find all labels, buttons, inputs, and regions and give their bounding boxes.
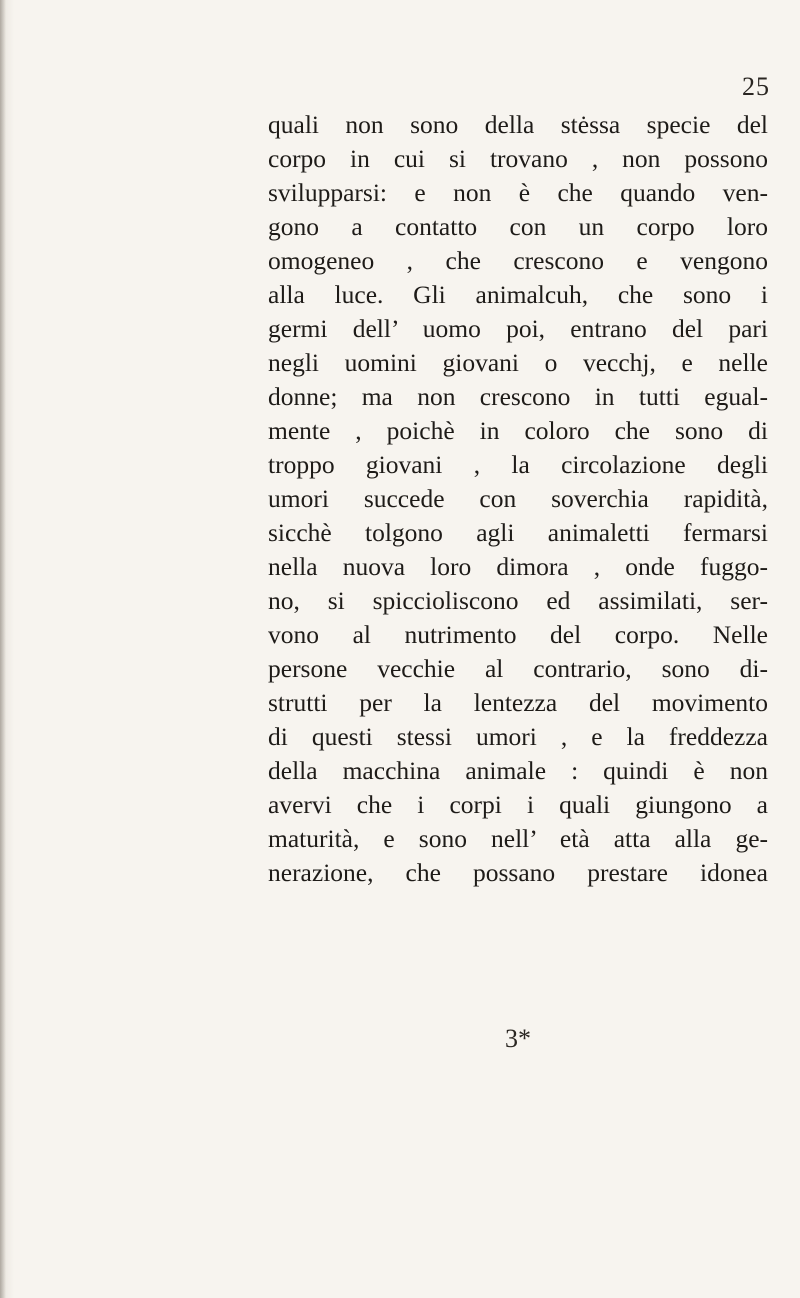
text-line: sicchè tolgono agli animaletti fermarsi — [268, 518, 768, 547]
text-line: nerazione, che possano prestare idonea — [268, 858, 768, 887]
text-line: corpo in cui si trovano , non possono — [268, 144, 768, 173]
text-line: avervi che i corpi i quali giungono a — [268, 790, 768, 819]
text-line: vono al nutrimento del corpo. Nelle — [268, 620, 768, 649]
text-line: troppo giovani , la circolazione degli — [268, 450, 768, 479]
page-number: 25 — [742, 72, 770, 101]
text-line: germi dell’ uomo poi, entrano del pari — [268, 314, 768, 343]
text-line: della macchina animale : quindi è non — [268, 756, 768, 785]
text-line: di questi stessi umori , e la freddezza — [268, 722, 768, 751]
text-line: svilupparsi: e non è che quando ven- — [268, 178, 768, 207]
text-line: nella nuova loro dimora , onde fuggo- — [268, 552, 768, 581]
text-line: gono a contatto con un corpo loro — [268, 212, 768, 241]
body-text — [268, 108, 768, 890]
text-line: persone vecchie al contrario, sono di- — [268, 654, 768, 683]
gutter-shadow — [0, 0, 6, 1298]
text-line: omogeneo , che crescono e vengono — [268, 246, 768, 275]
text-line: donne; ma non crescono in tutti egual- — [268, 382, 768, 411]
text-line: umori succede con soverchia rapidità, — [268, 484, 768, 513]
text-line: negli uomini giovani o vecchj, e nelle — [268, 348, 768, 377]
text-line: mente , poichè in coloro che sono di — [268, 416, 768, 445]
signature-mark: 3* — [505, 1024, 531, 1053]
text-line: maturità, e sono nell’ età atta alla ge- — [268, 824, 768, 853]
text-line: strutti per la lentezza del movimento — [268, 688, 768, 717]
text-line: alla luce. Gli animalcuh, che sono i — [268, 280, 768, 309]
text-line: quali non sono della stėssa specie del — [268, 110, 768, 139]
text-line: no, si spiccioliscono ed assimilati, ser- — [268, 586, 768, 615]
